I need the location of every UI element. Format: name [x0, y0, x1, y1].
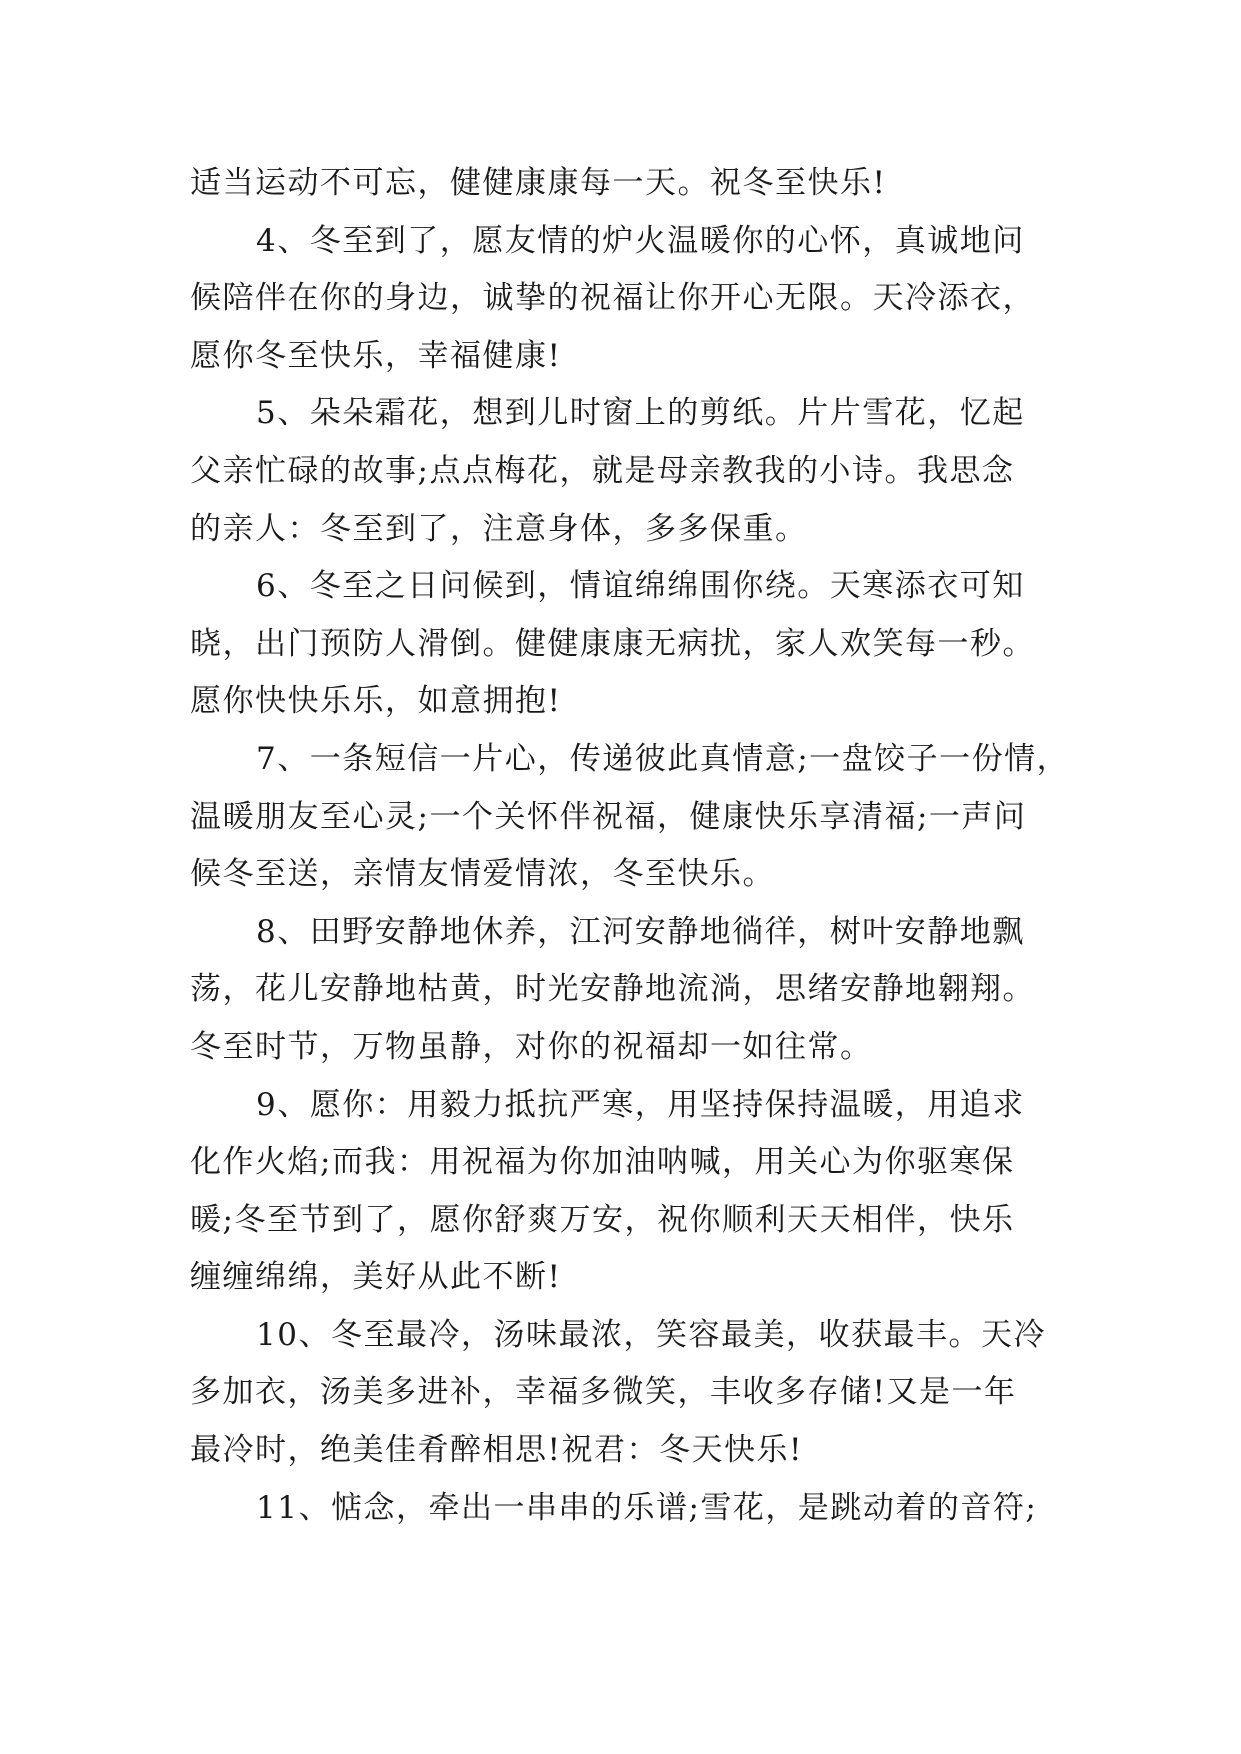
paragraph-line: 4、冬至到了，愿友情的炉火温暖你的心怀，真诚地问: [256, 222, 1025, 259]
paragraph-line: 暖;冬至节到了，愿你舒爽万安，祝你顺利天天相伴，快乐: [190, 1201, 1015, 1238]
paragraph-line: 7、一条短信一片心，传递彼此真情意;一盘饺子一份情，: [256, 740, 1070, 777]
paragraph: [190, 155, 1070, 213]
paragraph: [190, 558, 1070, 731]
paragraph-line: 愿你快快乐乐，如意拥抱!: [190, 683, 562, 720]
paragraph: [190, 1077, 1070, 1307]
paragraph-line: 适当运动不可忘，健健康康每一天。祝冬至快乐!: [190, 165, 887, 201]
paragraph-line: 5、朵朵霜花，想到儿时窗上的剪纸。片片雪花，忆起: [256, 395, 1025, 432]
paragraph-line: 的亲人：冬至到了，注意身体，多多保重。: [190, 510, 808, 547]
paragraph-line: 冬至时节，万物虽静，对你的祝福却一如往常。: [190, 1028, 873, 1065]
document-body: [190, 155, 1070, 1537]
paragraph-line: 父亲忙碌的故事;点点梅花，就是母亲教我的小诗。我思念: [190, 452, 1015, 489]
paragraph-line: 10、冬至最冷，汤味最浓，笑容最美，收获最丰。天冷: [256, 1316, 1046, 1353]
paragraph: [190, 213, 1070, 386]
paragraph: [190, 1480, 1070, 1538]
paragraph-line: 最冷时，绝美佳肴醉相思!祝君：冬天快乐!: [190, 1432, 803, 1469]
paragraph: [190, 904, 1070, 1077]
paragraph-line: 候冬至送，亲情友情爱情浓，冬至快乐。: [190, 856, 775, 893]
paragraph-line: 化作火焰;而我：用祝福为你加油呐喊，用关心为你驱寒保: [190, 1144, 1015, 1181]
paragraph-line: 多加衣，汤美多进补，幸福多微笑，丰收多存储!又是一年: [190, 1374, 1017, 1411]
paragraph: [190, 385, 1070, 558]
paragraph-line: 11、惦念，牵出一串串的乐谱;雪花，是跳动着的音符;: [256, 1489, 1038, 1526]
paragraph-line: 温暖朋友至心灵;一个关怀伴祝福，健康快乐享清福;一声问: [190, 798, 1027, 835]
paragraph-line: 晓，出门预防人滑倒。健健康康无病扰，家人欢笑每一秒。: [190, 625, 1035, 662]
paragraph-line: 6、冬至之日问候到，情谊绵绵围你绕。天寒添衣可知: [256, 568, 1025, 605]
paragraph-line: 缠缠绵绵，美好从此不断!: [190, 1259, 562, 1296]
paragraph-line: 荡，花儿安静地枯黄，时光安静地流淌，思绪安静地翱翔。: [190, 971, 1035, 1008]
paragraph: [190, 1307, 1070, 1480]
paragraph: [190, 731, 1070, 904]
paragraph-line: 8、田野安静地休养，江河安静地徜徉，树叶安静地飘: [256, 913, 1025, 950]
paragraph-line: 候陪伴在你的身边，诚挚的祝福让你开心无限。天冷添衣，: [190, 280, 1035, 317]
paragraph-line: 愿你冬至快乐，幸福健康!: [190, 337, 562, 374]
paragraph-line: 9、愿你：用毅力抵抗严寒，用坚持保持温暖，用追求: [256, 1086, 1025, 1123]
